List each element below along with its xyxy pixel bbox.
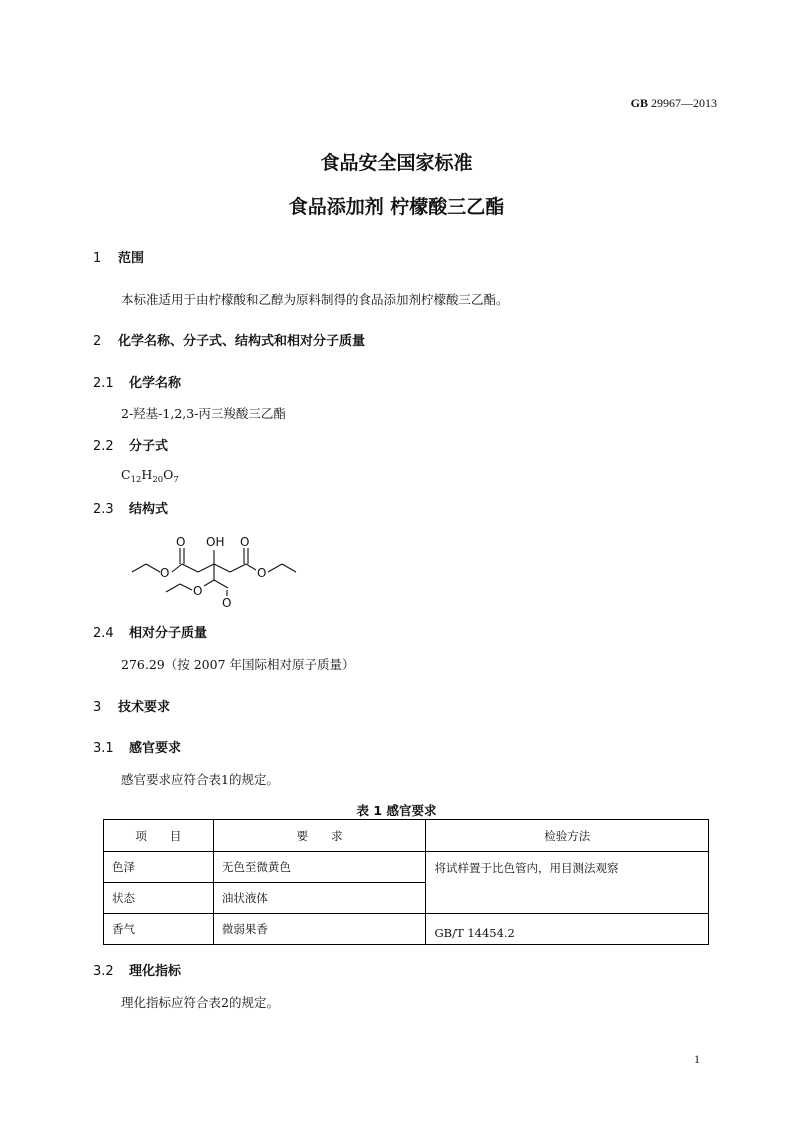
structural-formula-diagram xyxy=(120,528,310,608)
heading-text: 感官要求 xyxy=(129,741,182,756)
table-cell-requirement: 微弱果香 xyxy=(213,914,426,945)
ester-oxygen-label: O xyxy=(257,566,267,580)
formula-subscript-h: 20 xyxy=(152,475,164,485)
table1-caption: 表 1 感官要求 xyxy=(356,803,437,818)
ester-oxygen-label: O xyxy=(160,566,170,580)
table-row xyxy=(104,852,709,883)
table-row xyxy=(104,914,709,945)
table-cell-item: 色泽 xyxy=(104,852,214,883)
heading-number: 2.4 xyxy=(93,626,114,641)
heading-text: 理化指标 xyxy=(129,964,182,979)
heading-number: 2.1 xyxy=(93,376,114,391)
carbonyl-oxygen-label: O xyxy=(240,535,250,549)
formula-element-h: H xyxy=(141,467,153,482)
standard-number xyxy=(631,96,717,111)
hydroxyl-label: OH xyxy=(206,535,225,549)
heading-number: 3.1 xyxy=(93,741,114,756)
page-number: 1 xyxy=(694,1052,700,1066)
standard-code: 29967—2013 xyxy=(651,96,717,110)
heading-physicochemical-indicators xyxy=(93,960,181,979)
scope-paragraph: 本标准适用于由柠檬酸和乙醇为原料制得的食品添加剂柠檬酸三乙酯。 xyxy=(121,292,509,307)
sensory-requirements-text: 感官要求应符合表1的规定。 xyxy=(121,772,279,787)
carbonyl-oxygen-label: O xyxy=(222,596,232,608)
molecular-formula xyxy=(121,467,179,485)
formula-element-c: C xyxy=(121,467,131,482)
table-cell-item: 香气 xyxy=(104,914,214,945)
heading-text: 化学名称 xyxy=(129,376,182,391)
table-header-item: 项 目 xyxy=(104,820,214,852)
table-cell-requirement: 油状液体 xyxy=(213,883,426,914)
heading-molecular-formula xyxy=(93,435,168,454)
table-cell-item: 状态 xyxy=(104,883,214,914)
heading-text: 化学名称、分子式、结构式和相对分子质量 xyxy=(118,334,366,349)
heading-number: 3 xyxy=(93,700,102,715)
table-cell-requirement: 无色至微黄色 xyxy=(213,852,426,883)
sensory-requirements-table xyxy=(103,819,709,945)
document-title-line1: 食品安全国家标准 xyxy=(320,152,473,174)
heading-number: 2 xyxy=(93,334,102,349)
heading-text: 相对分子质量 xyxy=(129,626,208,641)
heading-text: 范围 xyxy=(118,251,145,266)
heading-technical-requirements xyxy=(93,696,170,715)
heading-sensory-requirements xyxy=(93,737,181,756)
formula-element-o: O xyxy=(163,467,174,482)
heading-number: 2.2 xyxy=(93,439,114,454)
table-cell-method: GB/T 14454.2 xyxy=(426,914,709,945)
physicochemical-text: 理化指标应符合表2的规定。 xyxy=(121,995,279,1010)
standard-prefix: GB xyxy=(630,96,648,110)
heading-text: 结构式 xyxy=(129,502,169,517)
molecular-mass-text: 276.29（按 2007 年国际相对原子质量） xyxy=(121,657,355,672)
table-header-requirement: 要 求 xyxy=(213,820,426,852)
structure-bonds xyxy=(132,548,296,596)
chemical-name-text: 2-羟基-1,2,3-丙三羧酸三乙酯 xyxy=(121,406,286,421)
heading-molecular-mass xyxy=(93,622,207,641)
heading-chemical-name xyxy=(93,372,181,391)
formula-subscript-o: 7 xyxy=(173,475,179,485)
table-cell-method: 将试样置于比色管内，用目测法观察 xyxy=(426,852,709,914)
heading-chemical-info xyxy=(93,330,365,349)
carbonyl-oxygen-label: O xyxy=(176,535,186,549)
ester-oxygen-label: O xyxy=(193,584,203,598)
heading-number: 1 xyxy=(93,251,102,266)
heading-structural-formula xyxy=(93,498,168,517)
heading-number: 2.3 xyxy=(93,502,114,517)
heading-text: 分子式 xyxy=(129,439,169,454)
heading-scope xyxy=(93,247,144,266)
table-header-method: 检验方法 xyxy=(426,820,709,852)
formula-subscript-c: 12 xyxy=(130,475,142,485)
heading-text: 技术要求 xyxy=(118,700,171,715)
table-header-row xyxy=(104,820,709,852)
heading-number: 3.2 xyxy=(93,964,114,979)
document-title-line2: 食品添加剂 柠檬酸三乙酯 xyxy=(288,196,505,218)
